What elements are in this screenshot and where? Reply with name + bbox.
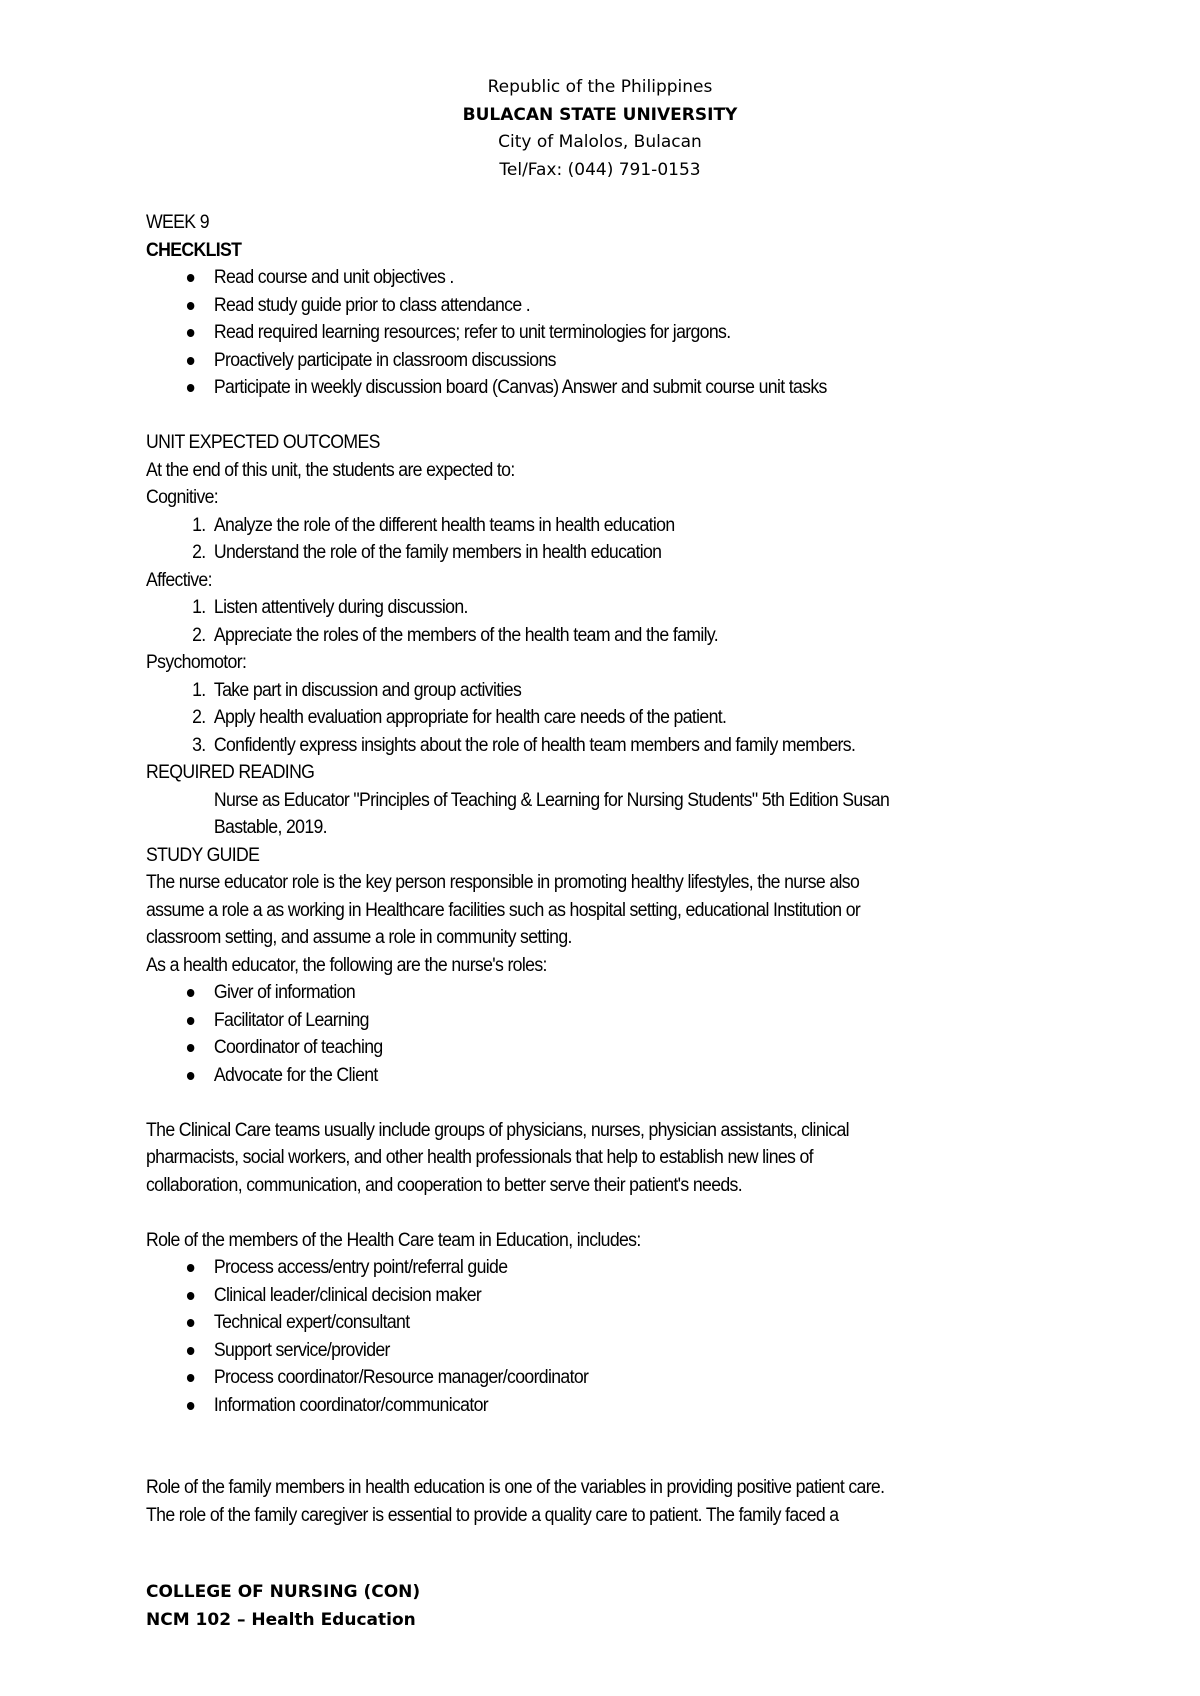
study-guide-title: STUDY GUIDE: [146, 844, 260, 866]
bullet-icon: [187, 1017, 194, 1025]
list-item: Read required learning resources; refer to unit terminologies for jargons.: [146, 319, 1020, 347]
telfax-line: Tel/Fax: (044) 791-0153: [499, 159, 701, 180]
checklist-list: [146, 264, 1020, 402]
list-item: Process coordinator/Resource manager/coordinator: [146, 1364, 1020, 1392]
bullet-icon: [187, 1264, 194, 1272]
list-item: Read course and unit objectives .: [146, 264, 1020, 292]
footer-course: NCM 102 – Health Education: [146, 1609, 416, 1630]
list-item: Clinical leader/clinical decision maker: [146, 1282, 1020, 1310]
list-item: Process access/entry point/referral guide: [146, 1254, 1020, 1282]
study-guide-para1-line1: The nurse educator role is the key person responsible in promoting healthy lifestyles, the nurse also: [146, 872, 860, 893]
roles-intro: As a health educator, the following are the nurse's roles:: [146, 954, 547, 976]
document-body: [146, 209, 1020, 1529]
list-item: 1. Take part in discussion and group activities: [192, 679, 522, 701]
bullet-icon: [187, 1292, 194, 1300]
bullet-icon: [187, 329, 194, 337]
list-item: Coordinator of teaching: [146, 1034, 1020, 1062]
bullet-icon: [187, 1319, 194, 1327]
bullet-icon: [187, 384, 194, 392]
bullet-icon: [187, 302, 194, 310]
outcomes-title: UNIT EXPECTED OUTCOMES: [146, 432, 380, 453]
list-item: 1. Listen attentively during discussion.: [192, 597, 468, 618]
affective-list: [146, 594, 1020, 649]
list-item: Facilitator of Learning: [146, 1007, 1020, 1035]
list-item: Participate in weekly discussion board (Canvas) Answer and submit course unit tasks: [146, 374, 1020, 402]
bullet-icon: [187, 989, 194, 997]
list-item: Read study guide prior to class attendance .: [146, 292, 1020, 320]
study-guide-para1-line3: classroom setting, and assume a role in community setting.: [146, 927, 572, 948]
footer-college: COLLEGE OF NURSING (CON): [146, 1582, 421, 1602]
team-roles-list: [146, 1254, 1020, 1419]
university-name: BULACAN STATE UNIVERSITY: [462, 104, 738, 125]
outcomes-intro: At the end of this unit, the students are expected to:: [146, 459, 515, 481]
bullet-icon: [187, 1347, 194, 1355]
clinical-para-line1: The Clinical Care teams usually include groups of physicians, nurses, physician assistants, clinical: [146, 1119, 849, 1141]
list-item: Technical expert/consultant: [146, 1309, 1020, 1337]
city-line: City of Malolos, Bulacan: [498, 132, 702, 152]
list-item: 2. Apply health evaluation appropriate for health care needs of the patient.: [192, 707, 727, 728]
list-item: Advocate for the Client: [146, 1062, 1020, 1090]
bullet-icon: [187, 357, 194, 365]
bullet-icon: [187, 274, 194, 282]
bullet-icon: [187, 1402, 194, 1410]
list-item: Support service/provider: [146, 1337, 1020, 1365]
list-item: 1. Analyze the role of the different health teams in health education: [192, 514, 675, 536]
family-para-line1: Role of the family members in health education is one of the variables in providing positive patient care.: [146, 1477, 885, 1498]
cognitive-list: [146, 512, 1020, 567]
psychomotor-label: Psychomotor:: [146, 652, 247, 673]
cognitive-label: Cognitive:: [146, 487, 219, 508]
checklist-title: CHECKLIST: [146, 239, 242, 261]
bullet-icon: [187, 1072, 194, 1080]
affective-label: Affective:: [146, 569, 212, 591]
reading-citation-line1: Nurse as Educator "Principles of Teaching & Learning for Nursing Students" 5th Edition Susan: [213, 789, 890, 811]
list-item: Proactively participate in classroom discussions: [146, 347, 1020, 375]
republic-line: Republic of the Philippines: [487, 77, 713, 97]
study-guide-para1-line2: assume a role a as working in Healthcare facilities such as hospital setting, educational Institution or: [146, 899, 861, 921]
list-item: Giver of information: [146, 979, 1020, 1007]
reading-title: REQUIRED READING: [146, 762, 315, 783]
psychomotor-list: [146, 677, 1020, 760]
list-item: 3. Confidently express insights about the role of health team members and family members.: [192, 734, 856, 756]
bullet-icon: [187, 1374, 194, 1382]
week-label: WEEK 9: [146, 212, 209, 233]
list-item: 2. Understand the role of the family members in health education: [192, 542, 662, 563]
list-item: 2. Appreciate the roles of the members of the health team and the family.: [192, 624, 719, 646]
clinical-para-line2: pharmacists, social workers, and other health professionals that help to establish new lines of: [146, 1147, 813, 1168]
bullet-icon: [187, 1044, 194, 1052]
team-intro: Role of the members of the Health Care team in Education, includes:: [146, 1229, 641, 1251]
family-para-line2: The role of the family caregiver is essential to provide a quality care to patient. The family faced a: [146, 1504, 839, 1526]
reading-citation-line2: Bastable, 2019.: [213, 817, 327, 838]
document-header: [0, 74, 1200, 184]
list-item: Information coordinator/communicator: [146, 1392, 1020, 1420]
document-footer: [146, 1579, 420, 1634]
clinical-para-line3: collaboration, communication, and cooperation to better serve their patient's needs.: [146, 1174, 742, 1196]
nurse-roles-list: [146, 979, 1020, 1089]
